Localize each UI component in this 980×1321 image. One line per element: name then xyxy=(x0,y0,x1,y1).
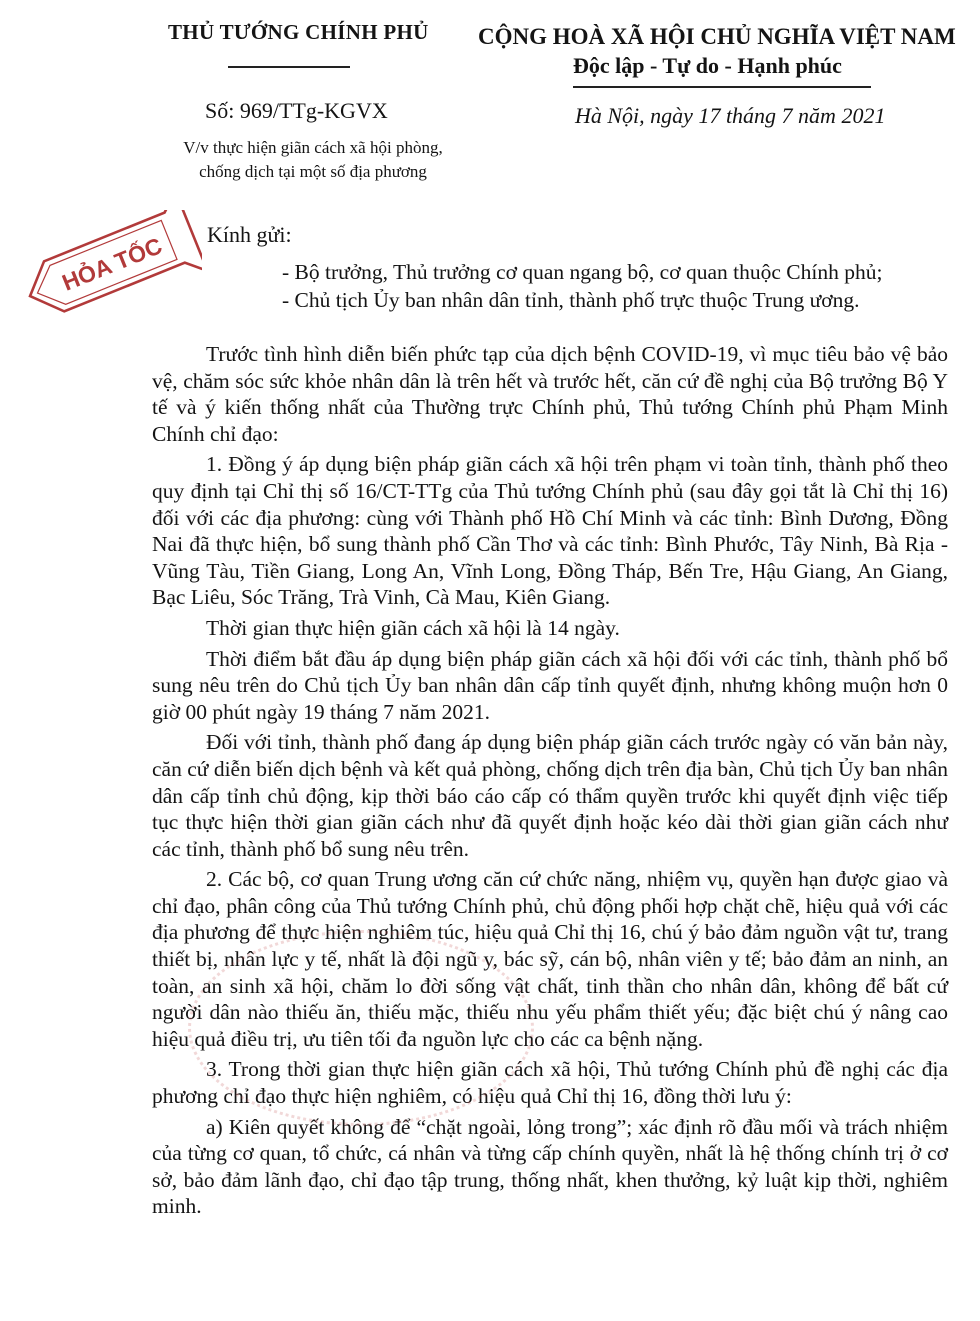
urgent-stamp xyxy=(12,210,202,320)
paragraph-item-1: 1. Đồng ý áp dụng biện pháp giãn cách xã hội trên phạm vi toàn tỉnh, thành phố theo quy định tại Chỉ thị số 16/CT-TTg của Thủ tướng Chính phủ (sau đây gọi tắt là Chỉ thị 16) đối với các địa phương: cùng với Thành phố Hồ Chí Minh và các tỉnh: Bình Dương, Đồng Nai đã thực hiện, bổ sung thành phố Cần Thơ và các tỉnh: Bình Phước, Tây Ninh, Bà Rịa - Vũng Tàu, Tiền Giang, Long An, Vĩnh Long, Đồng Tháp, Bến Tre, Hậu Giang, An Giang, Bạc Liêu, Sóc Trăng, Trà Vinh, Cà Mau, Kiên Giang. xyxy=(152,452,948,610)
recipient-1: - Bộ trưởng, Thủ trưởng cơ quan ngang bộ, cơ quan thuộc Chính phủ; xyxy=(282,260,883,284)
paragraph-item-3: 3. Trong thời gian thực hiện giãn cách xã hội, Thủ tướng Chính phủ đề nghị các địa phương chỉ đạo thực hiện nghiêm, có hiệu quả Chỉ thị 16, đồng thời lưu ý: xyxy=(152,1057,948,1109)
faint-seal-mark xyxy=(188,930,534,1126)
subject-line-2: chống dịch tại một số địa phương xyxy=(199,162,427,181)
authority-underline xyxy=(228,66,350,68)
national-motto: Độc lập - Tự do - Hạnh phúc xyxy=(573,53,842,78)
salutation: Kính gửi: xyxy=(207,222,292,247)
paragraph-intro: Trước tình hình diễn biến phức tạp của dịch bệnh COVID-19, vì mục tiêu bảo vệ bảo vệ, chăm sóc sức khỏe nhân dân là trên hết và trước hết, căn cứ đề nghị của Bộ trưởng Bộ Y tế và ý kiến thống nhất của Thường trực Chính phủ, Thủ tướng Chính phủ Phạm Minh Chính chỉ đạo: xyxy=(152,342,948,446)
paragraph-item-3a: a) Kiên quyết không để “chặt ngoài, lỏng trong”; xác định rõ đầu mối và trách nhiệm của từng cơ quan, tổ chức, cá nhân và từng cấp chính quyền, nhất là hệ thống chính trị ở cơ sở, bảo đảm lãnh đạo, chỉ đạo tập trung, thống nhất, khen thưởng, kỷ luật kịp thời, nghiêm minh. xyxy=(152,1114,948,1219)
urgent-stamp-text: HỎA TỐC xyxy=(58,232,166,296)
subject-line-1: V/v thực hiện giãn cách xã hội phòng, xyxy=(183,138,443,157)
document-number: Số: 969/TTg-KGVX xyxy=(205,98,388,123)
national-title: CỘNG HOÀ XÃ HỘI CHỦ NGHĨA VIỆT NAM xyxy=(478,24,956,49)
paragraph-existing-provinces: Đối với tỉnh, thành phố đang áp dụng biện pháp giãn cách trước ngày có văn bản này, căn cứ diễn biến dịch bệnh và kết quả phòng, chống dịch trên địa bàn, Chủ tịch Ủy ban nhân dân cấp tỉnh chủ động, kịp thời báo cáo cấp có thẩm quyền trước khi quyết định việc tiếp tục thực hiện thời gian giãn cách như đã quyết định hoặc kéo dài thời gian giãn cách như các tỉnh, thành phố bổ sung nêu trên. xyxy=(152,730,948,861)
motto-underline xyxy=(573,86,871,88)
paragraph-item-2: 2. Các bộ, cơ quan Trung ương căn cứ chức năng, nhiệm vụ, quyền hạn được giao và chỉ đạo, phân công của Thủ tướng Chính phủ, chủ động phối hợp chặt chẽ, hiệu quả với các địa phương để thực hiện nghiêm túc, hiệu quả Chỉ thị 16, chú ý bảo đảm nguồn vật tư, trang thiết bị, nhân lực y tế, nhất là đội ngũ y, bác sỹ, cán bộ, nhân viên y tế; bảo đảm an ninh, an toàn, an sinh xã hội, chăm lo đời sống vật chất, tinh thần cho nhân dân, không để bất cứ người dân nào thiếu ăn, thiếu mặc, thiếu nhu yếu phẩm thiết yếu; đặc biệt chú ý nâng cao hiệu quả điều trị, ưu tiên tối đa nguồn lực cho các ca bệnh nặng. xyxy=(152,867,948,1051)
document-subject xyxy=(168,136,458,184)
paragraph-start-time: Thời điểm bắt đầu áp dụng biện pháp giãn cách xã hội đối với các tỉnh, thành phố bổ sung nêu trên do Chủ tịch Ủy ban nhân dân cấp tỉnh quyết định, nhưng không muộn hơn 0 giờ 00 phút ngày 19 tháng 7 năm 2021. xyxy=(152,646,948,724)
recipient-2: - Chủ tịch Ủy ban nhân dân tỉnh, thành phố trực thuộc Trung ương. xyxy=(282,288,860,312)
paragraph-duration: Thời gian thực hiện giãn cách xã hội là 14 ngày. xyxy=(206,615,620,640)
issuing-authority: THỦ TƯỚNG CHÍNH PHỦ xyxy=(168,20,429,44)
place-and-date: Hà Nội, ngày 17 tháng 7 năm 2021 xyxy=(575,103,886,128)
